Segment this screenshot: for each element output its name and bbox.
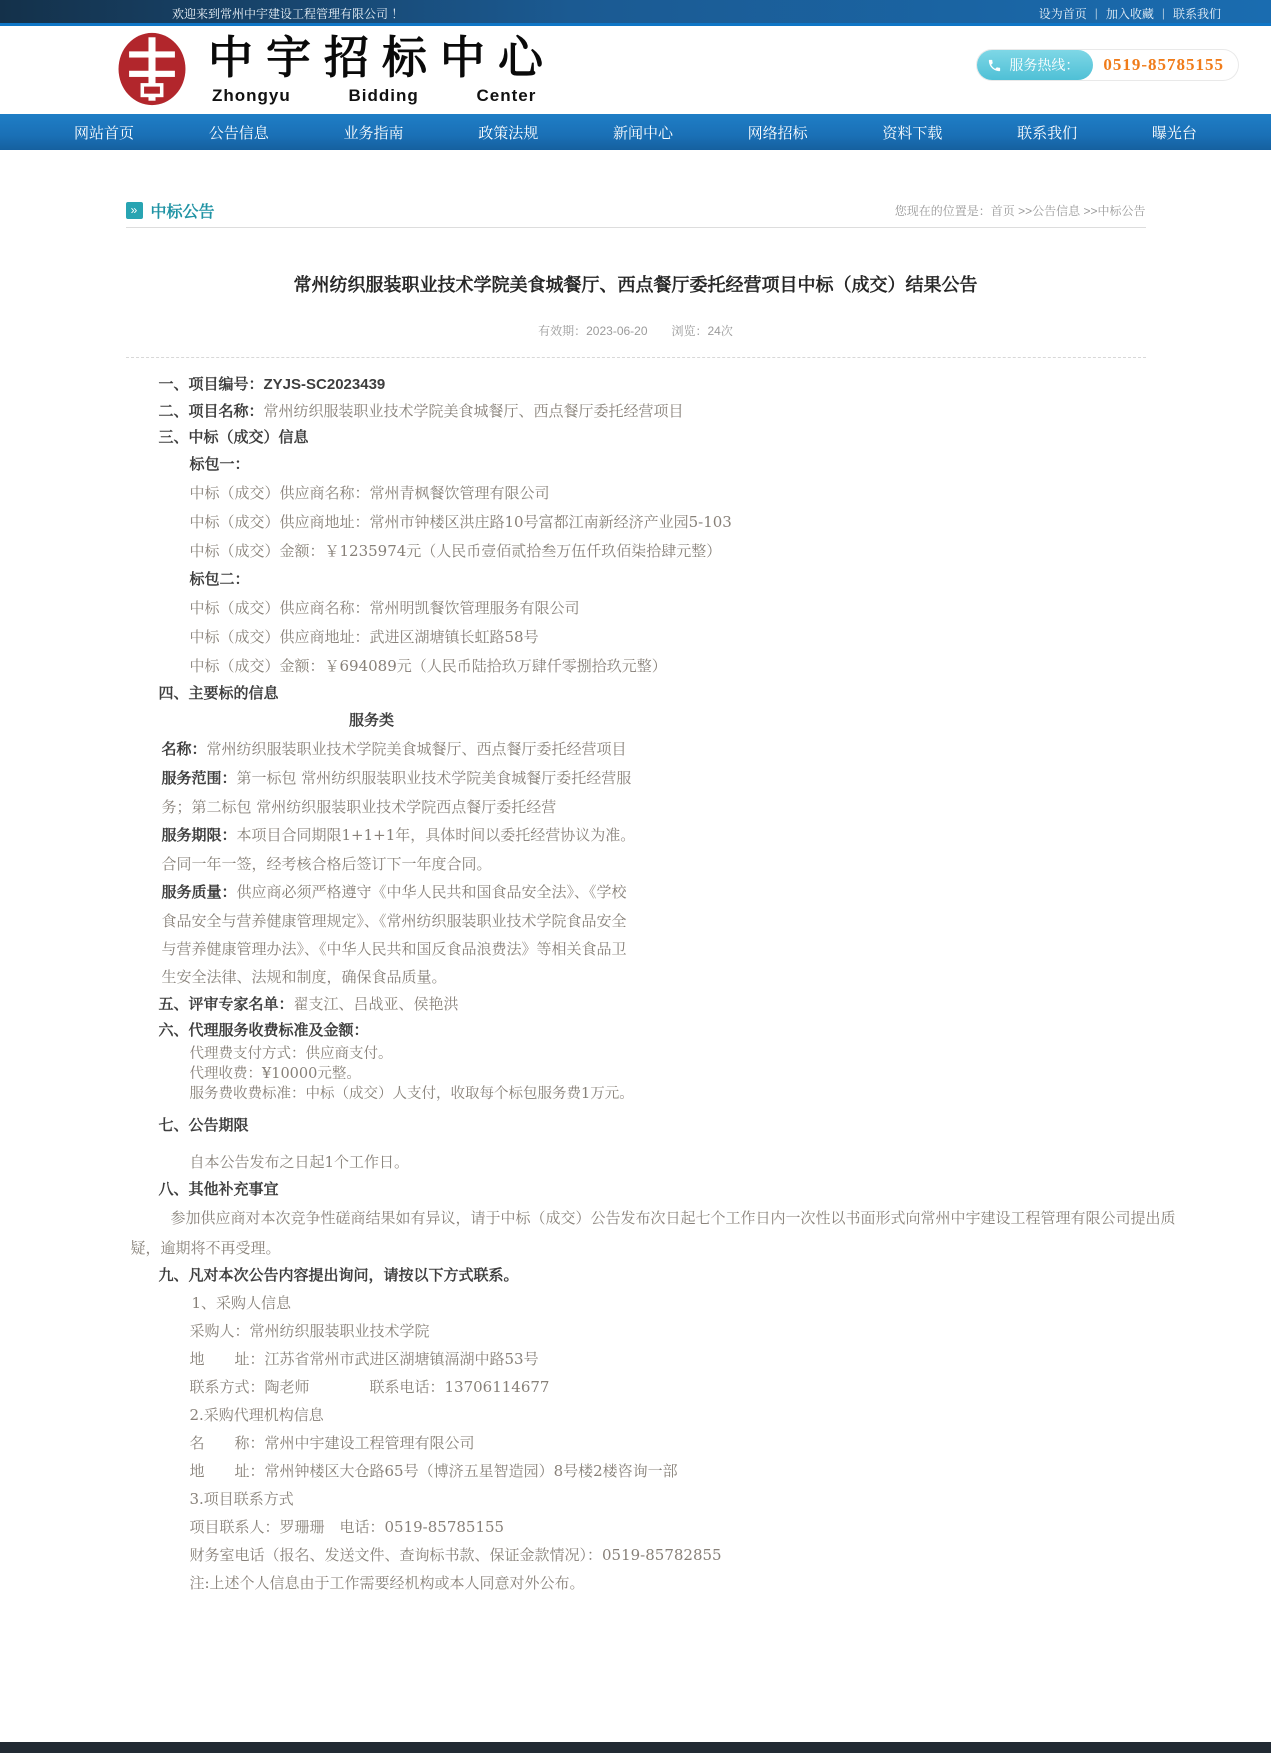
hotline-number: 0519-85785155 (1103, 55, 1224, 74)
link-separator: | (1161, 6, 1165, 20)
article-title: 常州纺织服装职业技术学院美食城餐厅、西点餐厅委托经营项目中标（成交）结果公告 (293, 275, 978, 295)
service-term: 服务期限：本项目合同期限1+1+1年，具体时间以委托经营协议为准。合同一年一签，经考核合格后签订下一年度合同。 (161, 826, 636, 873)
site-title: 中宇招标中心 (208, 32, 557, 83)
service-scope: 服务范围：第一标包 常州纺织服装职业技术学院美食城餐厅委托经营服务；第二标包 常州纺织服装职业技术学院西点餐厅委托经营 (161, 769, 632, 816)
project-number-value: ZYJS-SC2023439 (263, 376, 386, 393)
section-agency-fees: 六、代理服务收费标准及金额： (158, 1022, 369, 1039)
site-subtitle: Zhongyu Bidding Center (212, 86, 537, 105)
lot2-supplier: 中标（成交）供应商名称：常州明凯餐饮管理服务有限公司 (189, 599, 580, 617)
lot1-amount: 中标（成交）金额：￥1235974元（人民币壹佰贰拾叁万伍仟玖佰柒拾肆元整） (189, 542, 722, 560)
service-quality: 服务质量：供应商必须严格遵守《中华人民共和国食品安全法》、《学校食品安全与营养健康管理规定》、《常州纺织服装职业技术学院食品安全与营养健康管理办法》、《中华人民共和国反食品浪费法》等相关食品卫生安全法律、法规和制度，确保食品质量。 (161, 883, 627, 986)
welcome-text: 欢迎来到常州中宇建设工程管理有限公司 ！ (172, 6, 404, 21)
hotline-badge (977, 50, 1238, 80)
nav-exposure[interactable]: 曝光台 (1151, 124, 1197, 142)
finance-phone: 财务室电话（报名、发送文件、查询标书款、保证金款情况）：0519-85782855 (189, 1546, 722, 1564)
service-quality-label: 服务质量： (161, 884, 237, 901)
brand (116, 32, 556, 106)
site-header (0, 26, 1271, 114)
topbar (0, 0, 1271, 26)
article-meta: 有效期：2023-06-20 浏览：24次 (538, 324, 733, 338)
service-name: 名称：常州纺织服装职业技术学院美食城餐厅、西点餐厅委托经营项目 (161, 740, 627, 758)
agency-name: 名 称：常州中宇建设工程管理有限公司 (189, 1434, 475, 1452)
project-name-value: 常州纺织服装职业技术学院美食城餐厅、西点餐厅委托经营项目 (263, 402, 684, 420)
announcement-article (126, 272, 1176, 1597)
section-project-name (159, 398, 1146, 425)
nav-news[interactable]: 新闻中心 (612, 124, 673, 142)
privacy-note: 注:上述个人信息由于工作需要经机构或本人同意对外公布。 (189, 1574, 585, 1592)
service-block (162, 707, 640, 991)
lot1-address: 中标（成交）供应商地址：常州市钟楼区洪庄路10号富都江南新经济产业园5-103 (189, 513, 732, 531)
experts-value: 翟支江、吕战亚、侯艳洪 (293, 995, 459, 1013)
section-supplementary: 八、其他补充事宜 (158, 1181, 279, 1198)
fee-standard: 服务费收费标准：中标（成交）人支付，收取每个标包服务费1万元。 (189, 1086, 634, 1102)
add-favorite-link[interactable]: 加入收藏 (1105, 6, 1154, 21)
section-inquiry-contacts: 九、凡对本次公告内容提出询问，请按以下方式联系。 (158, 1267, 519, 1284)
link-separator: | (1094, 6, 1098, 20)
nav-policies[interactable]: 政策法规 (478, 124, 539, 142)
section-arrow-icon: » (126, 202, 143, 219)
article-body (126, 372, 1176, 1597)
lot2-amount: 中标（成交）金额：￥694089元（人民币陆拾玖万肆仟零捌拾玖元整） (189, 657, 667, 675)
section-subject-info: 四、主要标的信息 (158, 685, 279, 702)
agency-address: 地 址：常州钟楼区大仓路65号（博济五星智造园）8号楼2楼咨询一部 (189, 1462, 678, 1480)
service-scope-label: 服务范围： (161, 770, 237, 787)
nav-downloads[interactable]: 资料下载 (882, 124, 943, 142)
agency-info-heading: 2.采购代理机构信息 (189, 1406, 324, 1424)
lot2-title: 标包二： (189, 571, 250, 588)
main-nav (0, 114, 1271, 150)
purchaser-info-heading: 1、采购人信息 (191, 1294, 292, 1312)
fee-payment-method: 代理费支付方式：供应商支付。 (189, 1046, 393, 1062)
zhongyu-logo (116, 32, 188, 106)
project-contact-person: 项目联系人：罗珊珊 电话：0519-85785155 (189, 1518, 505, 1536)
service-name-label: 名称： (161, 741, 207, 758)
nav-business-guide[interactable]: 业务指南 (343, 124, 404, 142)
nav-announcements[interactable]: 公告信息 (208, 124, 269, 142)
nav-online-bidding[interactable]: 网络招标 (747, 124, 808, 142)
nav-contact[interactable]: 联系我们 (1017, 124, 1078, 142)
contact-us-link[interactable]: 联系我们 (1172, 6, 1221, 21)
hotline-label: 服务热线： (1009, 57, 1080, 73)
content-area (126, 194, 1176, 1597)
set-homepage-link[interactable]: 设为首页 (1038, 6, 1087, 21)
footer-bar (0, 1742, 1271, 1753)
breadcrumb[interactable]: 您现在的位置是：首页 >>公告信息 >>中标公告 (894, 204, 1146, 218)
supplementary-paragraph: 参加供应商对本次竞争性磋商结果如有异议，请于中标（成交）公告发布次日起七个工作日内一次性以书面形式向常州中宇建设工程管理有限公司提出质疑，逾期将不再受理。 (130, 1209, 1176, 1257)
lot2-address: 中标（成交）供应商地址：武进区湖塘镇长虹路58号 (189, 628, 539, 646)
dashed-divider (126, 357, 1146, 358)
phone-icon (987, 58, 1002, 73)
service-term-label: 服务期限： (161, 827, 237, 844)
purchaser-contact: 联系方式：陶老师 联系电话：13706114677 (189, 1378, 550, 1396)
project-name-label: 二、项目名称： (158, 403, 264, 420)
section-award-info: 三、中标（成交）信息 (158, 429, 309, 446)
topbar-links (1039, 5, 1221, 22)
section-announcement-period: 七、公告期限 (158, 1117, 249, 1134)
section-title: 中标公告 (150, 204, 215, 221)
lot1-title: 标包一： (189, 456, 250, 473)
nav-home[interactable]: 网站首页 (74, 124, 135, 142)
experts-label: 五、评审专家名单： (158, 996, 294, 1013)
project-number-label: 一、项目编号： (158, 376, 264, 393)
lot1-supplier: 中标（成交）供应商名称：常州青枫餐饮管理有限公司 (189, 484, 550, 502)
announcement-period-line: 自本公告发布之日起1个工作日。 (189, 1153, 410, 1171)
purchaser-name: 采购人：常州纺织服装职业技术学院 (189, 1322, 430, 1340)
section-project-number (159, 372, 1146, 398)
project-contact-heading: 3.项目联系方式 (189, 1490, 294, 1508)
section-experts (159, 991, 1146, 1018)
fee-amount: 代理收费：¥10000元整。 (189, 1066, 361, 1082)
purchaser-address: 地 址：江苏省常州市武进区湖塘镇滆湖中路53号 (189, 1350, 539, 1368)
breadcrumb-row (126, 194, 1146, 228)
service-category: 服务类 (348, 712, 394, 729)
